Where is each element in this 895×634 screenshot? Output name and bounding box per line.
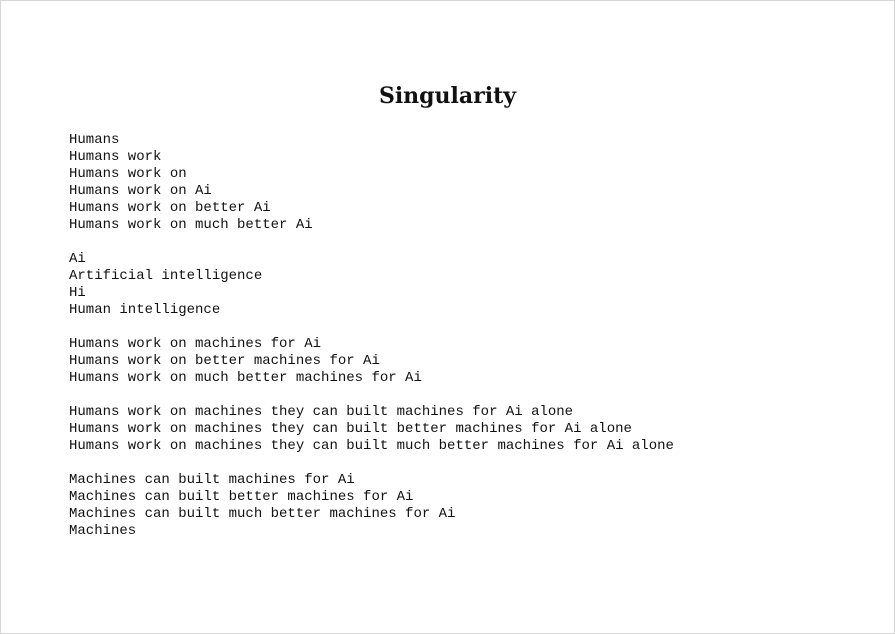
stanza-2 — [69, 251, 674, 319]
poem-line: Humans — [69, 132, 120, 148]
poem-line: Humans work — [69, 149, 162, 165]
poem-line: Machines can built machines for Ai — [69, 472, 355, 488]
stanza-5 — [69, 472, 674, 540]
poem-line: Machines — [69, 523, 137, 539]
poem-line: Humans work on machines they can built machines for Ai alone — [69, 404, 574, 420]
stanza-4 — [69, 404, 674, 455]
poem-line: Humans work on much better Ai — [69, 217, 313, 233]
poem-body — [69, 132, 674, 557]
poem-line: Ai — [69, 251, 86, 267]
poem-line: Humans work on much better machines for Ai — [69, 370, 422, 386]
poem-line: Artificial intelligence — [69, 268, 263, 284]
poem-line: Human intelligence — [69, 302, 221, 318]
stanza-3 — [69, 336, 674, 387]
poem-line: Humans work on better machines for Ai — [69, 353, 380, 369]
poem-title: Singularity — [378, 83, 517, 109]
poem-line: Hi — [69, 285, 86, 301]
poem-line: Humans work on Ai — [69, 183, 212, 199]
poem-line: Humans work on machines for Ai — [69, 336, 322, 352]
poem-line: Machines can built better machines for Ai — [69, 489, 414, 505]
poem-line: Humans work on — [69, 166, 187, 182]
poem-line: Humans work on machines they can built much better machines for Ai alone — [69, 438, 674, 454]
stanza-1 — [69, 132, 674, 234]
poem-line: Humans work on better Ai — [69, 200, 271, 216]
poem-line: Humans work on machines they can built better machines for Ai alone — [69, 421, 632, 437]
poem-line: Machines can built much better machines for Ai — [69, 506, 456, 522]
